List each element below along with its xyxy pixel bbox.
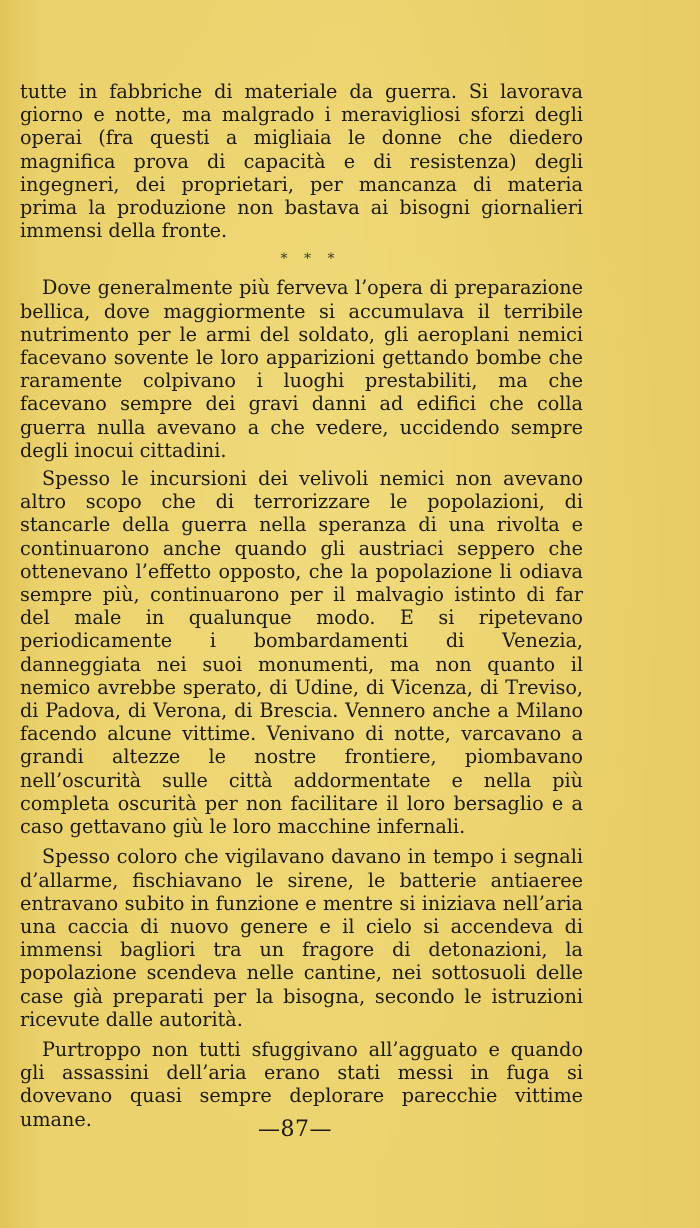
paragraph-1: tutte in fabbriche di materiale da guerra. Si lavorava giorno e notte, ma malgrado i meravigliosi sforzi degli operai (fra questi a migliaia le donne che diedero magnifica prova di capacità e di resistenza) degli ingegneri, dei proprietari, per mancanza di materia prima la produzione non bastava ai bisogni giornalieri immensi della fronte. <box>20 80 583 243</box>
paragraph-5: Purtroppo non tutti sfuggivano all’agguato e quando gli assassini dell’aria erano stati messi in fuga si dovevano quasi sempre deplorare parecchie vittime umane. <box>20 1037 583 1131</box>
text-block <box>20 80 583 1131</box>
section-separator: * * * <box>280 251 341 268</box>
paragraph-2: Dove generalmente più ferveva l’opera di preparazione bellica, dove maggiormente si accumulava il terribile nutrimento per le armi del soldato, gli aeroplani nemici facevano sovente le loro apparizioni gettando bombe che raramente colpivano i luoghi prestabiliti, ma che facevano sempre dei gravi danni ad edifici che colla guerra nulla avevano a che vedere, uccidendo sempre degli inocui cittadini. <box>20 276 583 462</box>
paragraph-3: Spesso le incursioni dei velivoli nemici non avevano altro scopo che di terrorizzare le popolazioni, di stancarle della guerra nella speranza di una rivolta e continuarono anche quando gli austriaci seppero che ottenevano l’effetto opposto, che la popolazione li odiava sempre più, continuarono per il malvagio istinto di far del male in qualunque modo. E si ripetevano periodicamente i bombardamenti di Venezia, danneggiata nei suoi monumenti, ma non quanto il nemico avrebbe sperato, di Udine, di Vicenza, di Treviso, di Padova, di Verona, di Brescia. Vennero anche a Milano facendo alcune vittime. Venivano di notte, varcavano a grandi altezze le nostre frontiere, piombavano nell’oscurità sulle città addormentate e nella più completa oscurità per non facilitare il loro bersaglio e a caso gettavano giù le loro macchine infernali. <box>20 467 583 839</box>
paragraph-4: Spesso coloro che vigilavano davano in tempo i segnali d’allarme, fischiavano le sirene, le batterie antiaeree entravano subito in funzione e mentre si iniziava nell’aria una caccia di nuovo genere e il cielo si accendeva di immensi bagliori tra un fragore di detonazioni, la popolazione scendeva nelle cantine, nei sottosuoli delle case già preparati per la bisogna, secondo le istruzioni ricevute dalle autorità. <box>20 845 583 1031</box>
page-number: —87— <box>258 1117 332 1142</box>
